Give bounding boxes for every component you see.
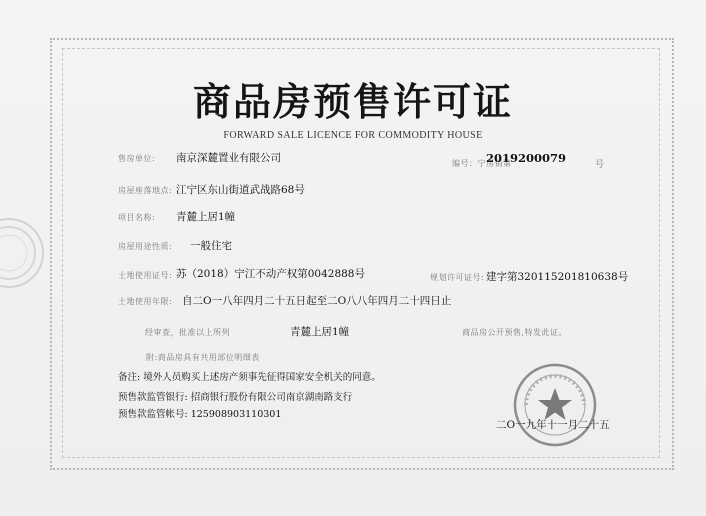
number-label: 编号：宁房销第	[452, 159, 512, 168]
supervising-account: 预售款监管帐号: 125908903110301	[118, 409, 282, 420]
planning-value: 建字第320115201810638号	[486, 271, 629, 283]
usage-label: 房屋用途性质:	[118, 242, 173, 251]
seller-value: 南京深麓置业有限公司	[176, 152, 281, 164]
official-seal	[512, 362, 598, 448]
attachment-note: 附:商品房具有共用部位明细表	[146, 353, 260, 362]
partial-stamp-left	[0, 218, 44, 288]
number-suffix: 号	[595, 160, 605, 170]
land-cert-label: 土地使用证号:	[118, 271, 173, 280]
usage-value: 一般住宅	[190, 240, 232, 252]
project-value: 青麓上居1幢	[176, 211, 236, 223]
land-cert-value: 苏（2018）宁江不动产权第0042888号	[176, 268, 365, 280]
approval-value: 青麓上居1幢	[290, 326, 350, 338]
approval-tail: 商品房公开预售,特发此证。	[462, 328, 568, 337]
subtitle: FORWARD SALE LICENCE FOR COMMODITY HOUSE	[223, 130, 483, 141]
location-label: 房屋座落地点:	[118, 186, 173, 195]
issue-date: 二O一九年十一月二十五	[496, 419, 610, 431]
number-value: 2019200079	[486, 151, 567, 165]
page-title: 商品房预售许可证	[192, 80, 513, 124]
seller-label: 售房单位:	[118, 154, 156, 163]
land-term-value: 自二O一八年四月二十五日起至二O八八年四月二十四日止	[182, 295, 452, 307]
planning-label: 规划许可证号:	[430, 273, 485, 282]
location-value: 江宁区东山街道武战路68号	[176, 184, 305, 196]
land-term-label: 土地使用年限:	[118, 297, 173, 306]
remark: 备注: 境外人员购买上述房产须事先征得国家安全机关的同意。	[118, 372, 381, 383]
approval-label: 经审查，批准以上所列	[145, 328, 230, 337]
supervising-bank: 预售款监管银行: 招商银行股份有限公司南京湖南路支行	[118, 392, 353, 403]
project-label: 项目名称:	[118, 213, 156, 222]
